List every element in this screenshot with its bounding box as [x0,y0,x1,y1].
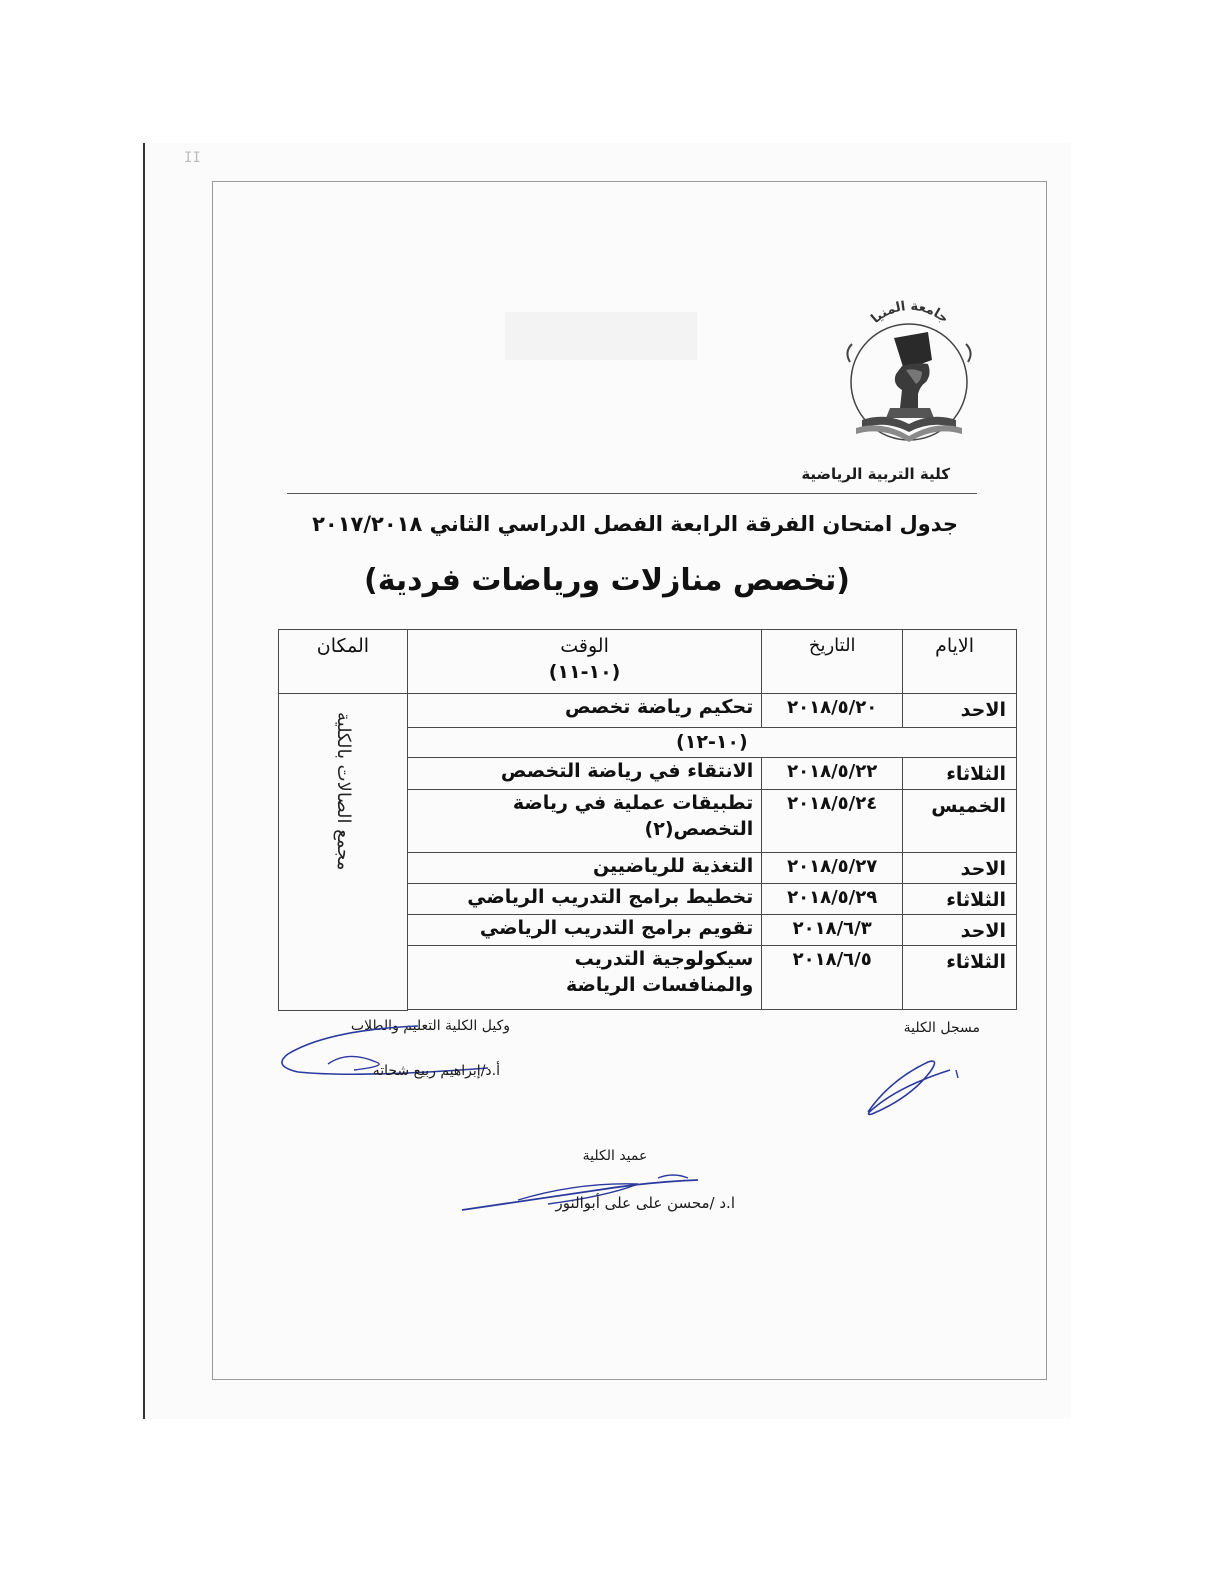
row-subject: الانتقاء في رياضة التخصص [407,758,762,790]
row-subject: تحكيم رياضة تخصص [407,694,762,728]
row-subject: تخطيط برامج التدريب الرياضي [407,884,762,915]
table-row [279,694,1017,728]
row-date: ٢٠١٨/٦/٣ [762,915,903,946]
vice-dean-title: وكيل الكلية التعليم والطلاب [350,1018,510,1034]
row-subject: تطبيقات عملية في رياضة التخصص(٢) [407,790,762,853]
row-date: ٢٠١٨/٦/٥ [762,946,903,1010]
row-day: الثلاثاء [903,946,1017,1010]
header-date: التاريخ [762,630,903,694]
corner-mark: II [184,150,201,166]
row-date: ٢٠١٨/٥/٢٤ [762,790,903,853]
row-subject: سيكولوجية التدريب والمنافسات الرياضة [407,946,762,1010]
row-day: الخميس [903,790,1017,853]
logo-arc-text: جامعة المنيا [868,300,952,327]
vice-dean-name: أ.د/إبراهيم ربيع شحاته [372,1063,500,1079]
place-cell [279,694,408,1011]
header-rule [287,493,977,494]
row-day: الثلاثاء [903,758,1017,790]
header-time-label: الوقت [560,635,609,657]
dean-name: ا.د /محسن على على أبوالنور [555,1194,735,1212]
table-header-row [279,630,1017,694]
sheet-edge [143,143,145,1419]
header-day: الايام [903,630,1017,694]
dean-title: عميد الكلية [582,1148,648,1164]
row-subject: تقويم برامج التدريب الرياضي [407,915,762,946]
row-date: ٢٠١٨/٥/٢٩ [762,884,903,915]
place-value: مجمع الصالات بالكلية [333,712,355,871]
header-place: المكان [279,630,408,694]
header-time [407,630,762,694]
registrar-signature [860,1050,970,1120]
page-title: جدول امتحان الفرقة الرابعة الفصل الدراسي الثاني ٢٠١٧/٢٠١٨ [312,512,958,536]
scan-smudge [505,312,697,360]
row-subject: التغذية للرياضيين [407,853,762,884]
row-date: ٢٠١٨/٥/٢٧ [762,853,903,884]
time-note-2: (١٠-١٢) [407,728,1016,758]
row-day: الثلاثاء [903,884,1017,915]
registrar-title: مسجل الكلية [903,1020,980,1036]
row-date: ٢٠١٨/٥/٢٢ [762,758,903,790]
page-subtitle: (تخصص منازلات ورياضات فردية) [364,563,850,598]
row-day: الاحد [903,853,1017,884]
university-logo [842,300,977,448]
row-day: الاحد [903,915,1017,946]
exam-schedule-table [278,629,1017,1011]
svg-text:جامعة المنيا [868,300,951,327]
time-note-1: (١٠-١١) [548,660,621,683]
row-day: الاحد [903,694,1017,728]
row-date: ٢٠١٨/٥/٢٠ [762,694,903,728]
college-name: كلية التربية الرياضية [801,465,950,483]
